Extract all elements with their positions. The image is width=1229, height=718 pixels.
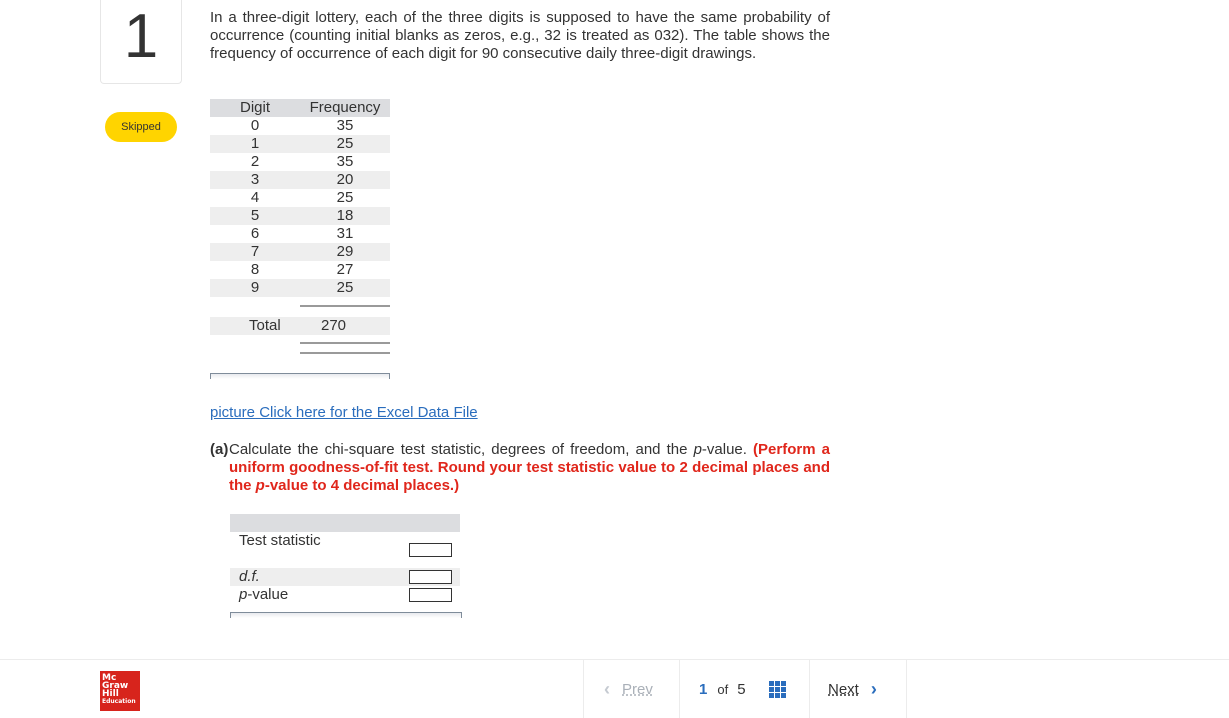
chevron-right-icon: ›	[870, 679, 877, 699]
digit-cell: 5	[250, 207, 260, 224]
next-button[interactable]	[809, 660, 907, 718]
table-header-row	[210, 99, 390, 117]
grid-icon[interactable]	[769, 681, 786, 698]
p-italic: p	[693, 441, 702, 458]
table-row	[210, 261, 390, 279]
frequency-cell: 20	[336, 171, 354, 188]
double-underline-top	[300, 342, 390, 344]
excel-link-text: Click here for the Excel Data File	[255, 404, 478, 421]
table-row	[210, 153, 390, 171]
part-a-text	[229, 441, 830, 495]
part-a-text-before: Calculate the chi-square test statistic, degrees of freedom, and the	[229, 441, 694, 458]
logo-line-graw: Graw	[102, 681, 129, 691]
table-row	[210, 189, 390, 207]
digit-cell: 4	[250, 189, 260, 206]
table-row	[210, 279, 390, 297]
column-header-frequency: Frequency	[309, 99, 381, 116]
table-row	[210, 135, 390, 153]
part-a-label: (a)	[210, 441, 229, 458]
question-navigation	[583, 660, 907, 718]
question-number: 1	[123, 2, 159, 71]
status-badge: Skipped	[105, 112, 177, 142]
pvalue-row	[230, 586, 460, 604]
digit-cell: 0	[250, 117, 260, 134]
frequency-cell: 35	[336, 153, 354, 170]
prev-label: Prev	[622, 681, 653, 698]
answer-table-bottom-border	[230, 612, 462, 618]
double-underline-bottom	[300, 352, 390, 354]
pvalue-rest: -value	[247, 586, 289, 603]
excel-data-link[interactable]	[210, 404, 478, 421]
test-statistic-label: Test statistic	[239, 532, 321, 549]
prev-button[interactable]	[583, 660, 679, 718]
part-a-text-after: -value.	[701, 441, 754, 458]
frequency-cell: 27	[336, 261, 354, 278]
frequency-cell: 35	[336, 117, 354, 134]
logo-line-hill: Hill	[102, 689, 119, 699]
table-bottom-border	[210, 373, 390, 379]
digit-cell: 1	[250, 135, 260, 152]
table-row	[210, 117, 390, 135]
picture-icon: picture	[210, 404, 256, 421]
digit-cell: 3	[250, 171, 260, 188]
total-pages: 5	[737, 681, 746, 698]
current-page: 1	[699, 681, 708, 698]
pvalue-input[interactable]	[409, 588, 452, 602]
sum-divider	[300, 305, 390, 307]
frequency-cell: 31	[336, 225, 354, 242]
next-label: Next	[828, 681, 859, 698]
frequency-cell: 25	[336, 135, 354, 152]
total-row	[210, 317, 390, 335]
footer-bar	[0, 659, 1229, 718]
df-label: d.f.	[239, 568, 260, 585]
digit-cell: 7	[250, 243, 260, 260]
frequency-cell: 25	[336, 189, 354, 206]
frequency-table	[210, 99, 390, 334]
total-value: 270	[321, 317, 347, 334]
table-row	[210, 243, 390, 261]
of-label: of	[717, 682, 729, 697]
part-a	[210, 441, 830, 495]
table-row	[210, 207, 390, 225]
test-statistic-input[interactable]	[409, 543, 452, 557]
answer-table	[230, 514, 462, 604]
logo-line-mc: Mc	[102, 673, 117, 683]
page-indicator	[679, 660, 809, 718]
digit-cell: 6	[250, 225, 260, 242]
pvalue-p-italic: p	[239, 586, 248, 603]
total-label: Total	[249, 317, 281, 334]
logo-line-education: Education	[102, 698, 136, 705]
instruction-part-1: (Perform a uniform goodness-of-fit test. Round your test statistic value to 2 decimal places and the	[229, 441, 830, 494]
chevron-left-icon: ‹	[604, 679, 610, 699]
frequency-cell: 18	[336, 207, 354, 224]
question-text: In a three-digit lottery, each of the three digits is supposed to have the same probability of occurrence (counting initial blanks as zeros, e.g., 32 is treated as 032). The table shows the frequency of occurrence of each digit for 90 consecutive daily three-digit drawings.	[210, 9, 830, 62]
question-number-box	[100, 0, 182, 84]
df-input[interactable]	[409, 570, 452, 584]
digit-cell: 8	[250, 261, 260, 278]
column-header-digit: Digit	[239, 99, 270, 116]
table-row	[210, 171, 390, 189]
table-row	[210, 225, 390, 243]
digit-cell: 2	[250, 153, 260, 170]
frequency-cell: 29	[336, 243, 354, 260]
instruction-p-italic: p	[255, 477, 265, 494]
answer-table-header	[230, 514, 460, 532]
instruction-part-2: -value to 4 decimal places.)	[264, 477, 460, 494]
mcgraw-hill-logo	[100, 671, 140, 711]
digit-cell: 9	[250, 279, 260, 296]
df-row	[230, 568, 460, 586]
frequency-cell: 25	[336, 279, 354, 296]
test-statistic-row	[230, 532, 460, 568]
